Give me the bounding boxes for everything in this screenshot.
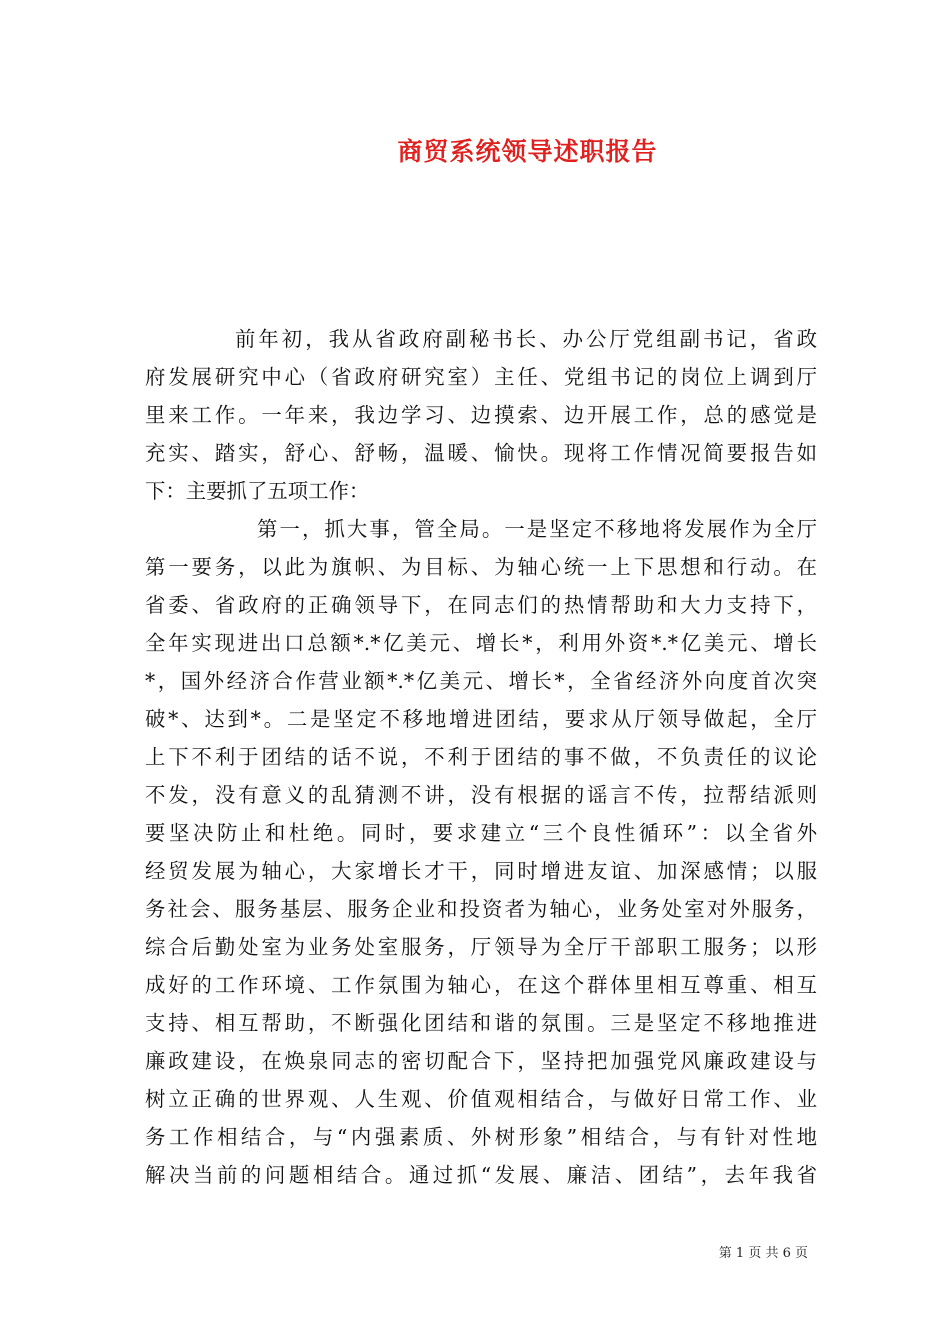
body-line: 省委、省政府的正确领导下，在同志们的热情帮助和大力支持下， <box>145 593 817 617</box>
body-line: *，国外经济合作营业额*.*亿美元、增长*，全省经济外向度首次突 <box>145 669 817 693</box>
body-line: 里来工作。一年来，我边学习、边摸索、边开展工作，总的感觉是 <box>145 403 817 427</box>
body-line: 前年初，我从省政府副秘书长、办公厅党组副书记，省政 <box>235 327 817 351</box>
body-line: 树立正确的世界观、人生观、价值观相结合，与做好日常工作、业 <box>145 1087 817 1111</box>
body-line: 第一要务，以此为旗帜、为目标、为轴心统一上下思想和行动。在 <box>145 555 817 579</box>
body-line: 破*、达到*。二是坚定不移地增进团结，要求从厅领导做起，全厅 <box>145 707 817 731</box>
body-line: 成好的工作环境、工作氛围为轴心，在这个群体里相互尊重、相互 <box>145 973 817 997</box>
body-line: 支持、相互帮助，不断强化团结和谐的氛围。三是坚定不移地推进 <box>145 1011 817 1035</box>
body-line: 解决当前的问题相结合。通过抓“发展、廉洁、团结”，去年我省 <box>145 1163 817 1187</box>
page-number: 第 1 页 共 6 页 <box>718 1246 808 1261</box>
body-line: 府发展研究中心（省政府研究室）主任、党组书记的岗位上调到厅 <box>145 365 817 389</box>
body-line: 全年实现进出口总额*.*亿美元、增长*，利用外资*.*亿美元、增长 <box>145 631 817 655</box>
body-line: 要坚决防止和杜绝。同时，要求建立“三个良性循环”：以全省外 <box>145 821 817 845</box>
body-line: 经贸发展为轴心，大家增长才干，同时增进友谊、加深感情；以服 <box>145 859 817 883</box>
body-line: 综合后勤处室为业务处室服务，厅领导为全厅干部职工服务；以形 <box>145 935 817 959</box>
body-line: 上下不利于团结的话不说，不利于团结的事不做，不负责任的议论 <box>145 745 817 769</box>
body-line: 下：主要抓了五项工作： <box>145 479 370 503</box>
body-line: 务工作相结合，与“内强素质、外树形象”相结合，与有针对性地 <box>145 1125 817 1149</box>
body-line: 务社会、服务基层、服务企业和投资者为轴心，业务处室对外服务， <box>145 897 817 921</box>
body-line: 充实、踏实，舒心、舒畅，温暖、愉快。现将工作情况简要报告如 <box>145 441 817 465</box>
body-line: 廉政建设，在焕泉同志的密切配合下，坚持把加强党风廉政建设与 <box>145 1049 817 1073</box>
body-line: 第一，抓大事，管全局。一是坚定不移地将发展作为全厅 <box>257 517 817 541</box>
document-title: 商贸系统领导述职报告 <box>397 137 658 166</box>
document-body <box>145 320 817 1194</box>
body-line: 不发，没有意义的乱猜测不讲，没有根据的谣言不传，拉帮结派则 <box>145 783 817 807</box>
